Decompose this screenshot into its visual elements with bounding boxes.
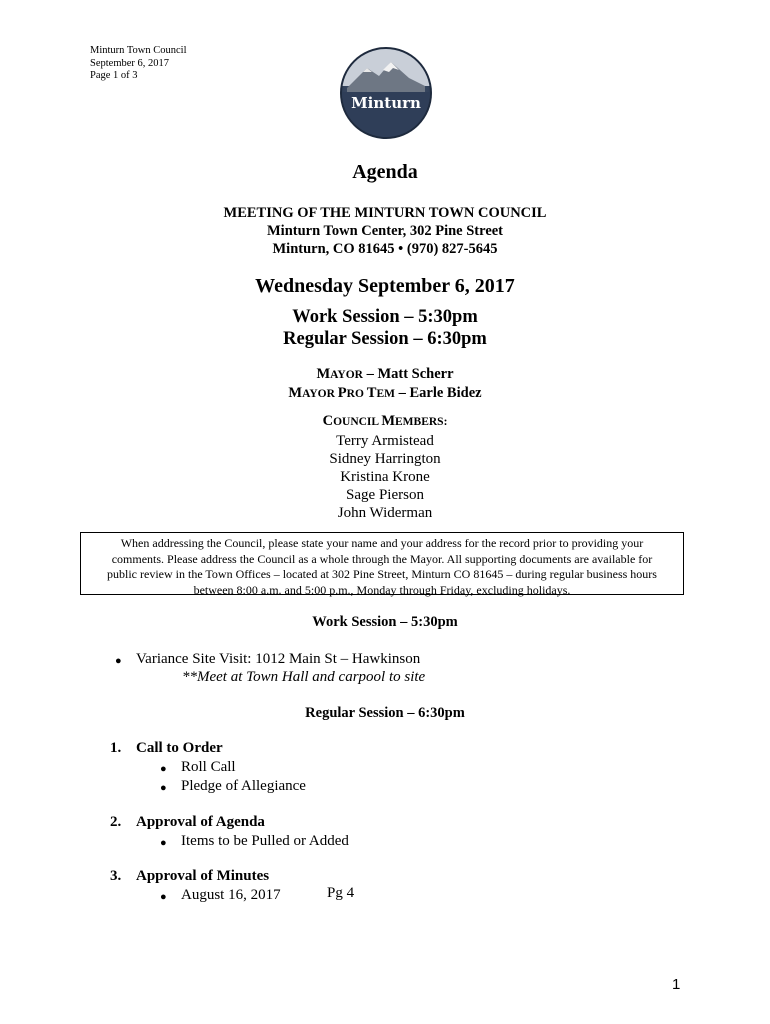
session-times [0,306,770,350]
page-reference: Pg 4 [327,885,355,901]
meeting-address: Minturn, CO 81645 • (970) 827-5645 [272,241,498,257]
bullet-icon: ● [160,837,167,849]
page-title: Agenda [352,161,418,183]
council-member: Sage Pierson [346,487,424,503]
public-notice-box: When addressing the Council, please state your name and your address for the record prior to providing your comments. Please address the Council as a whole through the Mayor. All supporting documents are available for public review in the Town Offices – located at 302 Pine Street, Minturn CO 81645 – during regular business hours between 8:00 a.m. and 5:00 p.m., Monday through Friday, excluding holidays. [80,532,684,595]
council-member: Kristina Krone [340,469,430,485]
meeting-location: Minturn Town Center, 302 Pine Street [266,223,504,239]
agenda-sub-item: August 16, 2017 [181,887,281,903]
council-member: John Widerman [337,505,433,521]
mayor-pro-tem-line: MAYOR PRO TEM – Earle Bidez [288,385,482,401]
mayor-line: MAYOR – Matt Scherr [316,366,454,382]
work-session-header: Work Session – 5:30pm [312,614,458,630]
header-date: September 6, 2017 [90,57,170,69]
agenda-sub-item: Items to be Pulled or Added [181,833,349,849]
bullet-icon: ● [160,763,167,775]
mayor-pro-tem-name: – Earle Bidez [394,385,482,401]
meeting-date: Wednesday September 6, 2017 [255,275,515,297]
work-session-note: **Meet at Town Hall and carpool to site [182,669,426,685]
meeting-name: MEETING OF THE MINTURN TOWN COUNCIL [223,205,547,221]
agenda-item-title: Approval of Minutes [136,868,270,884]
mayor-name: – Matt Scherr [362,366,454,382]
regular-session-header: Regular Session – 6:30pm [305,705,465,721]
work-session-item: Variance Site Visit: 1012 Main St – Hawkinson [136,651,421,667]
officials [0,365,770,403]
town-logo [339,46,433,140]
agenda-item-number: 2. [110,814,122,830]
mountain-icon [339,46,433,140]
agenda-item-title: Approval of Agenda [136,814,265,830]
agenda-item-number: 3. [110,868,122,884]
agenda-sub-item: Roll Call [181,759,236,775]
header-page: Page 1 of 3 [90,70,138,81]
agenda-item-title: Call to Order [136,740,223,756]
header-info [90,45,187,83]
council-members-list [0,432,770,522]
page-number: 1 [672,976,681,993]
header-org: Minturn Town Council [90,45,187,56]
work-session-time: Work Session – 5:30pm [292,307,478,327]
bullet-icon: ● [160,891,167,903]
meeting-info [0,204,770,258]
council-member: Sidney Harrington [329,451,441,467]
bullet-icon: ● [160,782,167,794]
council-members-header: COUNCIL MEMBERS: [322,413,448,429]
agenda-item-number: 1. [110,740,122,756]
council-member: Terry Armistead [336,433,434,449]
bullet-icon: ● [115,655,122,667]
svg-text:Minturn: Minturn [351,94,421,112]
regular-session-time: Regular Session – 6:30pm [283,329,487,349]
agenda-sub-item: Pledge of Allegiance [181,778,306,794]
